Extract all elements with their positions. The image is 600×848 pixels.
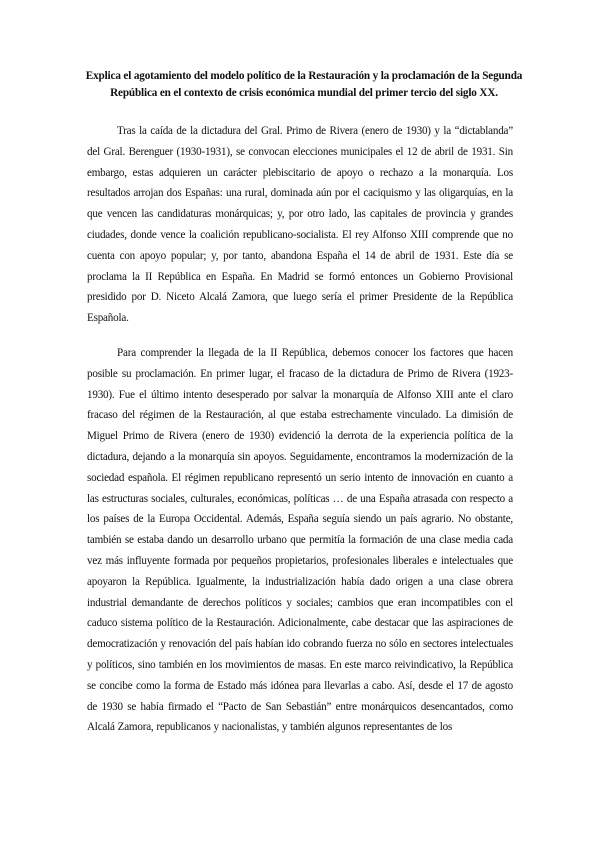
paragraph-2: Para comprender la llegada de la II República, debemos conocer los factores que hacen posible su proclamación. En primer lugar, el fracaso de la dictadura de Primo de Rivera (1923-1930). Fue el último intento desesperado por salvar la monarquía de Alfonso XIII ante el claro fracaso del régimen de la Restauración, al que estaba estrechamente vinculado. La dimisión de Miguel Primo de Rivera (enero de 1930) evidenció la derrota de la experiencia política de la dictadura, dejando a la monarquía sin apoyos. Seguidamente, encontramos la modernización de la sociedad española. El régimen republicano representó un serio intento de innovación en cuanto a las estructuras sociales, culturales, económicas, políticas … de una España atrasada con respecto a los países de la Europa Occidental. Además, España seguía siendo un país agrario. No obstante, también se estaba dando un desarrollo urbano que permitía la formación de una clase media cada vez más influyente formada por pequeños propietarios, profesionales liberales e intelectuales que apoyaron la República. Igualmente, la industrialización había dado origen a una clase obrera industrial demandante de derechos políticos y sociales; cambios que eran incompatibles con el caduco sistema político de la Restauración. Adicionalmente, cabe destacar que las aspiraciones de democratización y renovación del país habían ido cobrando fuerza no sólo en sectores intelectuales y políticos, sino también en los movimientos de masas. En este marco reivindicativo, la República se concibe como la forma de Estado más idónea para llevarlas a cabo. Así, desde el 17 de agosto de 1930 se había firmado el “Pacto de San Sebastián” entre monárquicos desencantados, como Alcalá Zamora, republicanos y nacionalistas, y también algunos representantes de los xyxy=(87,347,513,734)
paragraph-1: Tras la caída de la dictadura del Gral. Primo de Rivera (enero de 1930) y la “dictablanda” del Gral. Berenguer (1930-1931), se convocan elecciones municipales el 12 de abril de 1931. Sin embargo, estas adquieren un carácter plebiscitario de apoyo o rechazo a la monarquía. Los resultados arrojan dos Españas: una rural, dominada aún por el caciquismo y las oligarquías, en la que vencen las candidaturas monárquicas; y, por otro lado, las capitales de provincia y grandes ciudades, donde vence la coalición republicano-socialista. El rey Alfonso XIII comprende que no cuenta con apoyo popular; y, por tanto, abandona España el 14 de abril de 1931. Este día se proclama la II República en España. En Madrid se formó entonces un Gobierno Provisional presidido por D. Niceto Alcalá Zamora, que luego sería el primer Presidente de la República Española. xyxy=(87,125,513,325)
document-title: Explica el agotamiento del modelo político de la Restauración y la proclamación de la Segunda República en el contexto de crisis económica mundial del primer tercio del siglo XX. xyxy=(85,70,523,99)
